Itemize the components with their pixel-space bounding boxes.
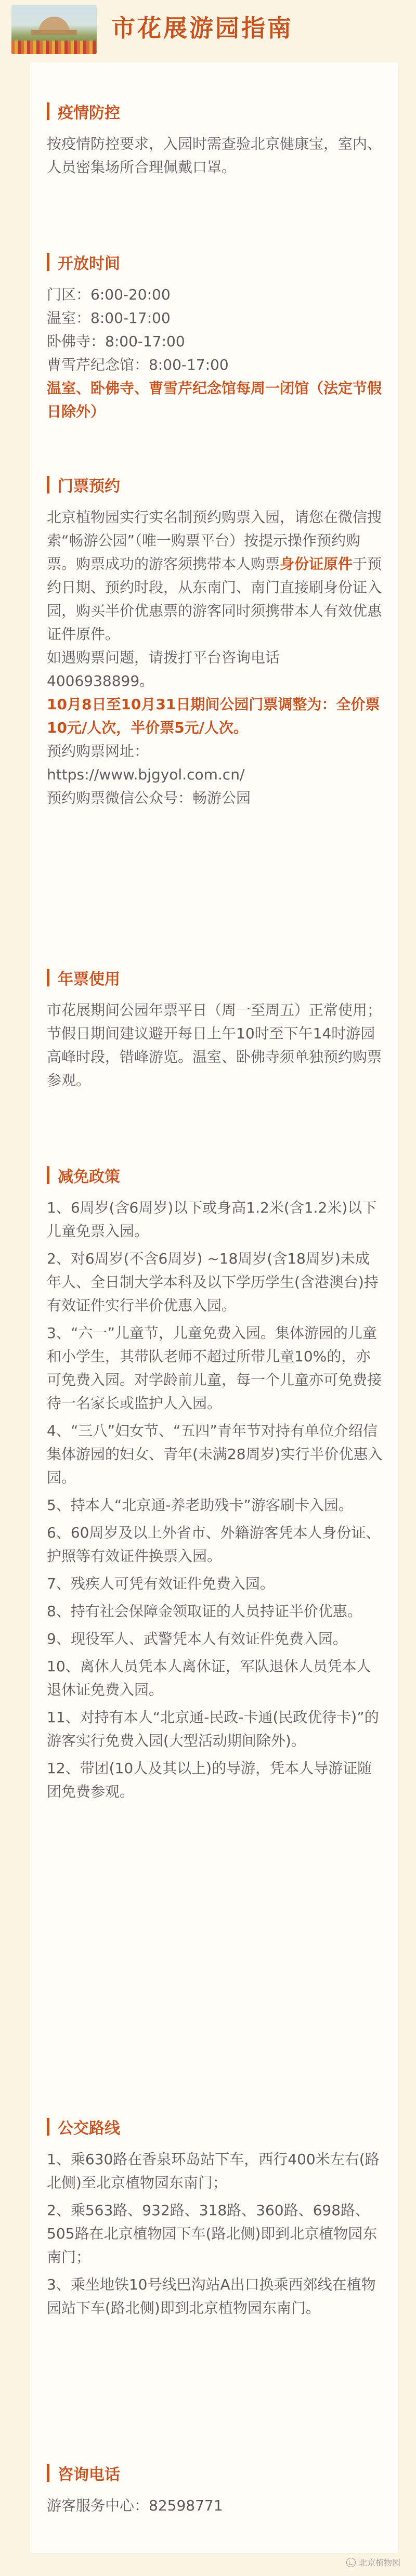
section-marker (47, 102, 49, 120)
section-annual (47, 966, 383, 1092)
discount-item: 1、6周岁(含6周岁)以下或身高1.2米(含1.2米)以下儿童免票入园。 (47, 1199, 377, 1240)
booking-text-after: 于预约日期、预约时段，从东南门、南门直接刷身份证入园，购买半价优惠票的游客同时须携带本人有效优惠证件原件。 (47, 555, 382, 643)
section-title-text: 年票使用 (58, 970, 120, 988)
section-title-epidemic (47, 100, 383, 123)
hours-greenhouse: 温室：8:00-17:00 (47, 309, 171, 327)
content-card (30, 62, 398, 2553)
section-title-text: 门票预约 (58, 477, 120, 496)
epidemic-text: 按疫情防控要求，入园时需查验北京健康宝，室内、人员密集场所合理佩戴口罩。 (47, 135, 382, 176)
booking-url-link[interactable]: https://www.bjgyol.com.cn/ (47, 766, 245, 783)
booking-wechat: 预约购票微信公众号：畅游公园 (47, 789, 251, 806)
discount-item: 2、对6周岁(不含6周岁) ~18周岁(含18周岁)未成年人、全日制大学本科及以下学历学生(含港澳台)持有效证件实行半价优惠入园。 (47, 1250, 379, 1314)
annual-text: 市花展期间公园年票平日（周一至周五）正常使用；节假日期间建议避开每日上午10时至下午14时游园高峰时段，错峰游览。温室、卧佛寺须单独预约购票参观。 (47, 1001, 382, 1089)
pavilion-base-shape (31, 30, 77, 35)
section-discount (47, 1164, 383, 1807)
booking-text-before: 北京植物园实行实名制预约购票入园，请您在微信搜索“畅游公园”（唯一购票平台）按提示操作预约购票。购票成功的游客须携带本人购票 (47, 509, 382, 573)
watermark-text: 北京植物园 (358, 2558, 400, 2568)
section-marker (47, 2464, 49, 2482)
section-title-hours (47, 251, 383, 274)
discount-item: 4、“三八”妇女节、“五四”青年节对持有单位介绍信集体游园的妇女、青年(未满28周岁)实行半价优惠入园。 (47, 1422, 383, 1486)
hours-wofo-temple: 卧佛寺：8:00-17:00 (47, 333, 185, 350)
discount-item: 8、持有社会保障金领取证的人员持证半价优惠。 (47, 1603, 362, 1620)
discount-item: 7、残疾人可凭有效证件免费入园。 (47, 1575, 275, 1592)
section-title-text: 开放时间 (58, 255, 120, 273)
watermark (346, 2556, 400, 2568)
section-title-text: 疫情防控 (58, 104, 120, 122)
page-title: 市花展游园指南 (111, 14, 293, 42)
hours-closing-note: 温室、卧佛寺、曹雪芹纪念馆每周一闭馆（法定节假日除外） (47, 380, 382, 420)
section-marker (47, 476, 49, 493)
section-marker (47, 1166, 49, 1184)
transit-route: 2、乘563路、932路、318路、360路、698路、505路在北京植物园下车(路北侧)即到北京植物园东南门； (47, 2202, 378, 2266)
section-title-booking (47, 473, 383, 496)
discount-item: 6、60周岁及以上外省市、外籍游客凭本人身份证、护照等有效证件换票入园。 (47, 1524, 381, 1565)
section-title-text: 咨询电话 (58, 2466, 120, 2484)
section-title-text: 减免政策 (58, 1168, 120, 1186)
discount-item: 9、现役军人、武警凭本人有效证件免费入园。 (47, 1630, 347, 1647)
garden-photo (11, 5, 97, 54)
contact-phone: 游客服务中心：82598771 (47, 2497, 223, 2514)
discount-item: 5、持本人“北京通-养老助残卡”游客刷卡入园。 (47, 1497, 353, 1514)
section-marker (47, 969, 49, 986)
discount-item: 10、离休人员凭本人离休证，军队退休人员凭本人退休证免费入园。 (47, 1658, 371, 1698)
discount-item: 3、“六一”儿童节，儿童免费入园。集体游园的儿童和小学生，其带队老师不超过所带儿童10%的，亦可免费入园。对学龄前儿童，每一个儿童亦可免费接待一名家长或监护人入园。 (47, 1324, 382, 1412)
section-contact (47, 2462, 383, 2517)
hours-gate: 门区：6:00-20:00 (47, 286, 171, 303)
discount-item: 12、带团(10人及其以上)的导游，凭本人导游证随团免费参观。 (47, 1760, 372, 1800)
booking-hotline: 如遇购票问题，请拨打平台咨询电话4006938899。 (47, 649, 280, 689)
section-title-text: 公交路线 (58, 2119, 120, 2138)
hours-cao-memorial: 曹雪芹纪念馆：8:00-17:00 (47, 356, 229, 373)
section-title-contact (47, 2462, 383, 2484)
header-banner (0, 0, 416, 57)
section-marker (47, 2118, 49, 2136)
transit-route: 3、乘坐地铁10号线巴沟站A出口换乘西郊线在植物园站下车(路北侧)即到北京植物园东南门。 (47, 2276, 376, 2317)
flower-bed-shape (11, 41, 97, 54)
discount-item: 11、对持有本人“北京通-民政-卡通(民政优待卡)”的游客实行免费入园(大型活动期间除外)。 (47, 1709, 379, 1749)
section-title-discount (47, 1164, 383, 1187)
booking-instructions (47, 505, 383, 646)
booking-url-label: 预约购票网址： (47, 743, 149, 760)
section-marker (47, 253, 49, 271)
booking-price-note: 10月8日至10月31日期间公园门票调整为：全价票10元/人次，半价票5元/人次。 (47, 696, 380, 736)
transit-route: 1、乘630路在香泉环岛站下车，西行400米左右(路北侧)至北京植物园东南门； (47, 2151, 380, 2191)
account-logo-icon (346, 2558, 356, 2567)
section-title-annual (47, 966, 383, 989)
booking-id-card-emphasis: 身份证原件 (280, 555, 353, 573)
section-epidemic (47, 100, 383, 179)
section-transit (47, 2115, 383, 2324)
section-title-transit (47, 2115, 383, 2138)
section-hours (47, 251, 383, 423)
section-booking (47, 473, 383, 810)
